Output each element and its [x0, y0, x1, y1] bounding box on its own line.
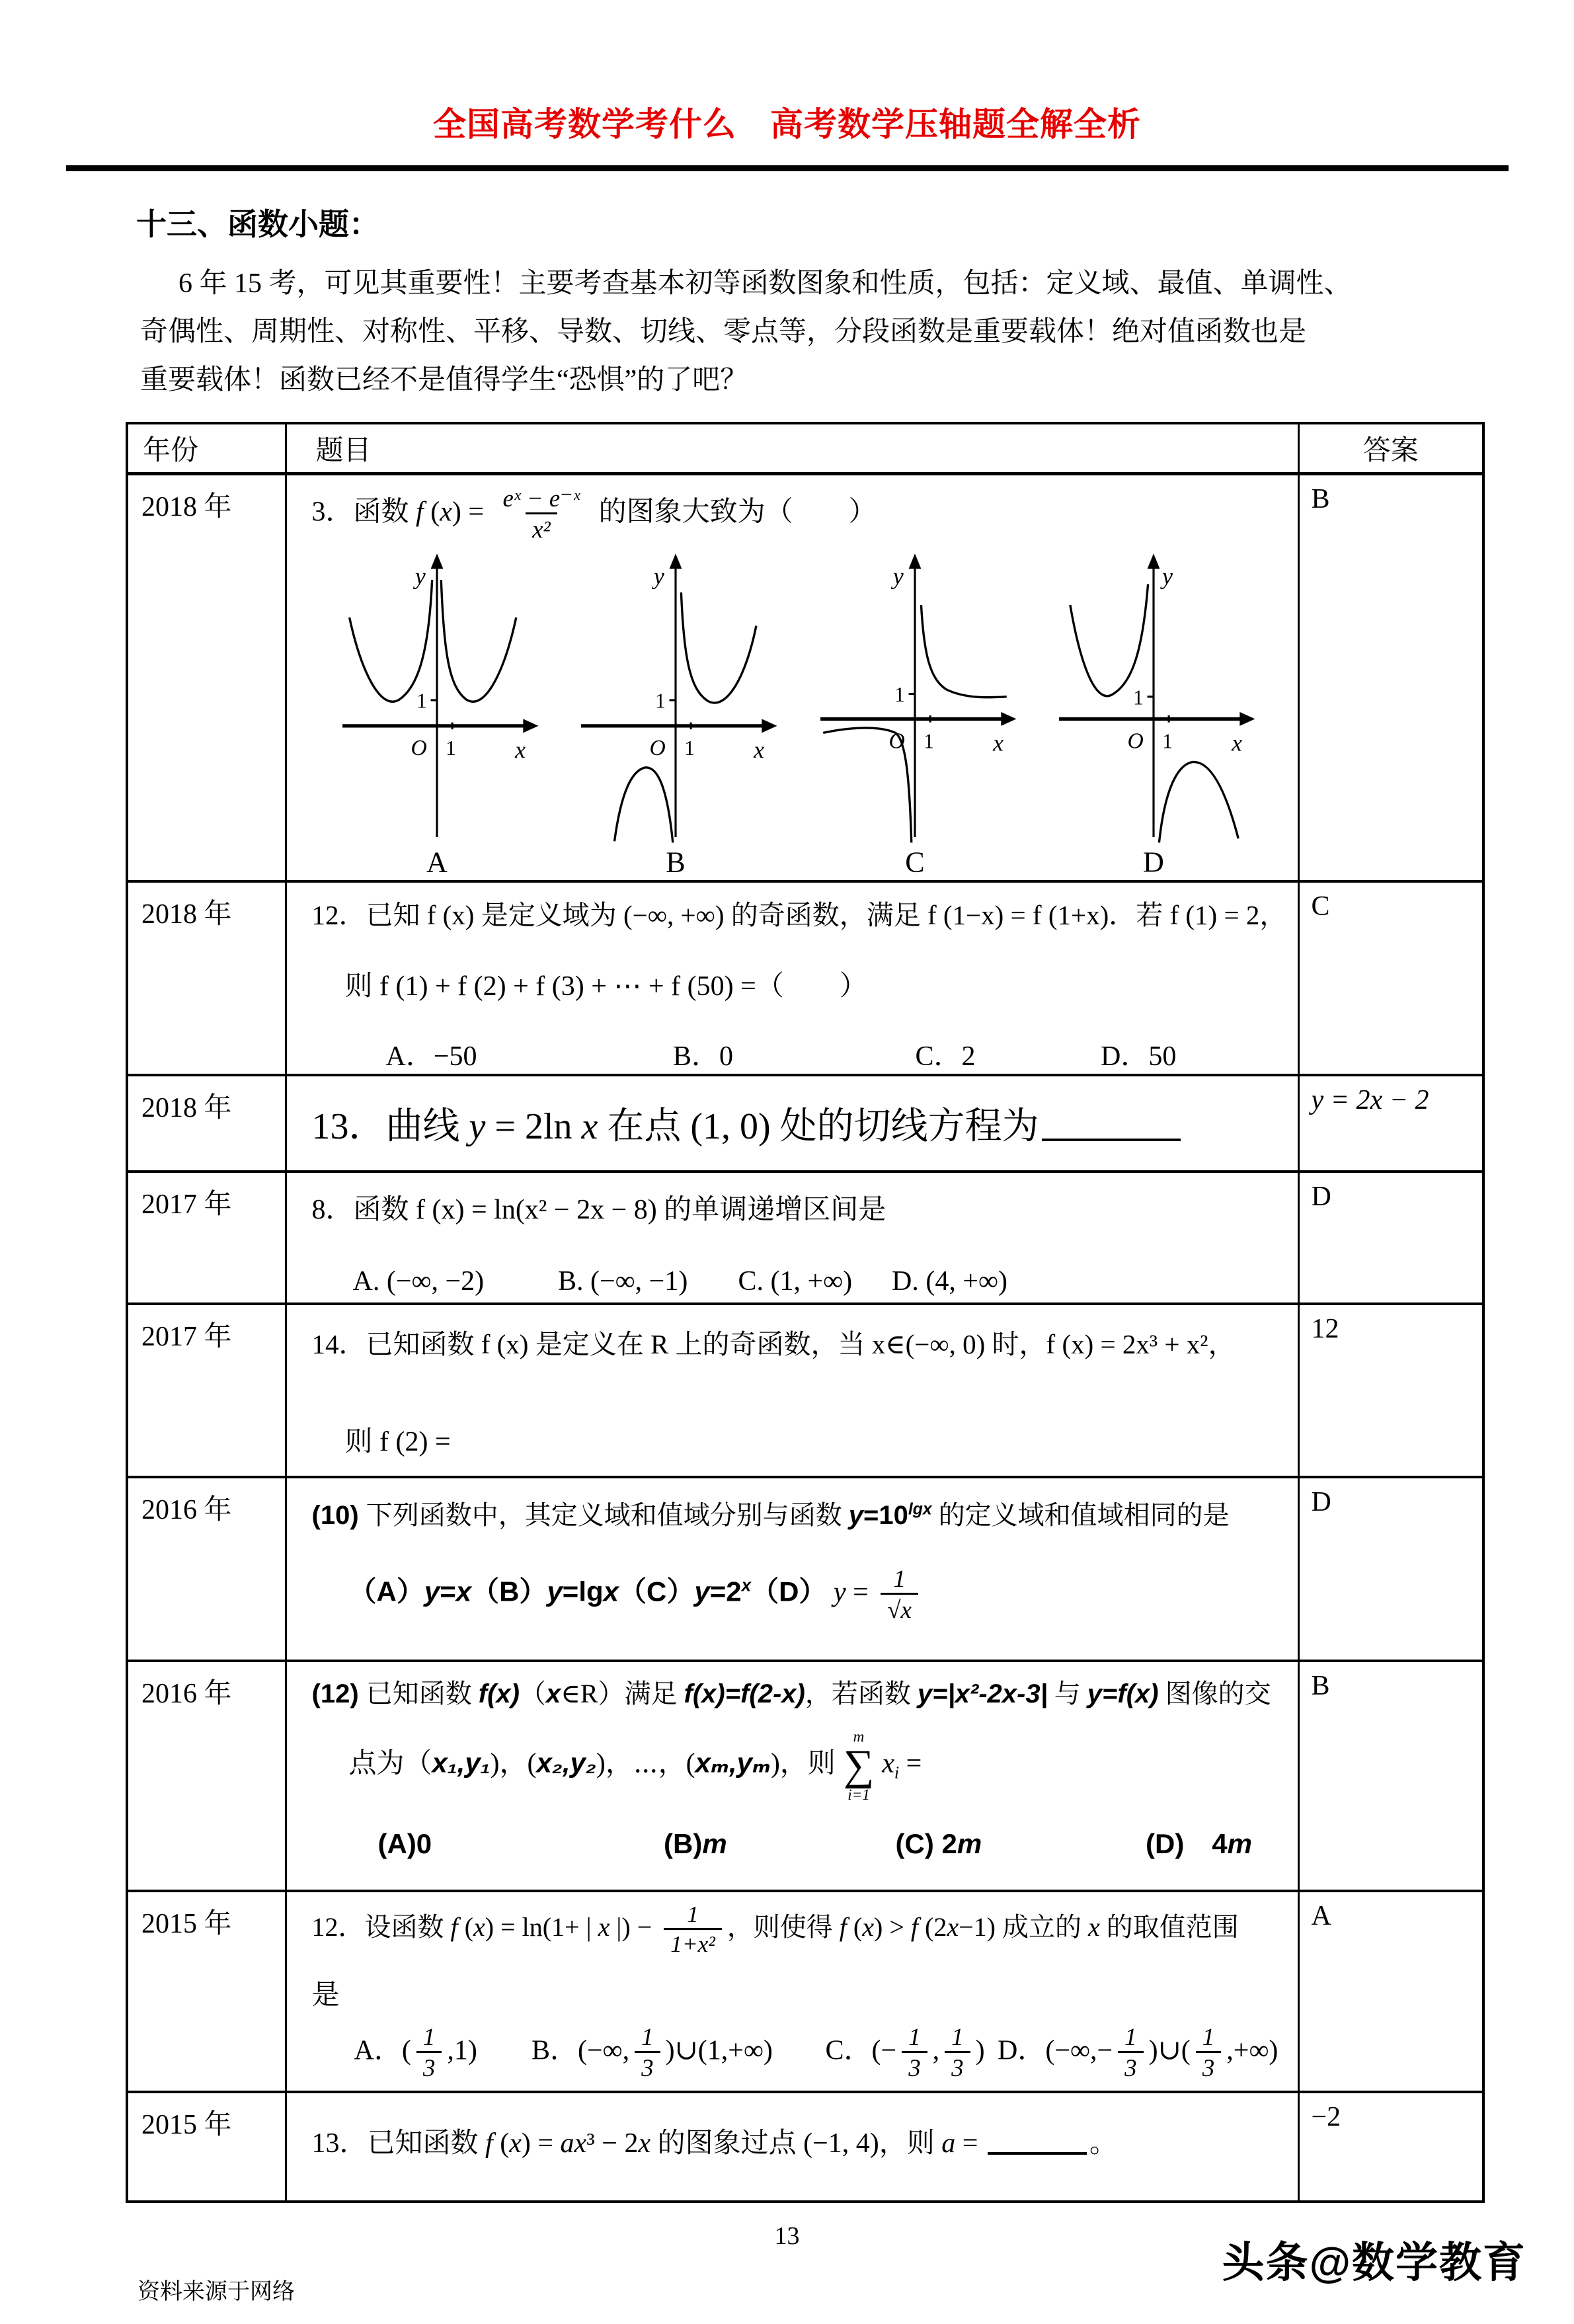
question-cell	[286, 1304, 1298, 1477]
option-d: D．(−∞,− $\frac{1}{3}$ )∪( $\frac{1}{3}$ ,+∞)	[998, 2023, 1279, 2082]
option-d: D. (4, +∞)	[892, 1266, 1007, 1297]
question-cell	[286, 1172, 1298, 1304]
option-c: (C) 2m	[895, 1828, 982, 1860]
intro-line: 6 年 15 考，可见其重要性！主要考查基本初等函数图象和性质，包括：定义域、最值、单调性、	[178, 268, 1352, 299]
option-b: (B)m	[664, 1828, 727, 1860]
graph-option-a	[331, 551, 543, 877]
question-text: 是	[311, 1980, 340, 2011]
graph-option-c	[808, 551, 1021, 877]
svg-text:B: B	[666, 846, 686, 877]
question-cell	[286, 1891, 1298, 2092]
intro-line: 奇偶性、周期性、对称性、平移、导数、切线、零点等，分段函数是重要载体！绝对值函数也是	[140, 317, 1307, 347]
watermark: 头条@数学教育	[1222, 2239, 1526, 2286]
table-row	[127, 474, 1483, 882]
svg-text:D: D	[1143, 846, 1165, 877]
table-row	[127, 881, 1483, 1075]
option-list	[354, 2023, 1279, 2083]
svg-text:1: 1	[445, 736, 456, 760]
option-c: C．(− $\frac{1}{3}$ , $\frac{1}{3}$ )	[825, 2023, 985, 2082]
svg-text:1: 1	[416, 689, 427, 713]
option-list: $(A)y=x(B)y=\lg x(C)y=2^x(D) y$ = $\frac{1}{√x}$	[349, 1565, 1279, 1624]
question-cell	[286, 1477, 1298, 1661]
question-text: 13．已知函数 f (x) = ax³ − 2x 的图象过点 (−1, 4)，则 a = 。	[312, 2121, 1279, 2161]
answer-choice-graphs	[312, 551, 1279, 877]
year-cell: 2017 年	[127, 1172, 286, 1304]
option-a: A. (−∞, −2)	[352, 1266, 485, 1297]
year-cell: 2015 年	[127, 2092, 286, 2202]
svg-text:1: 1	[1162, 729, 1173, 753]
question-text: (12) 已知函数 f(x)（x∈R）满足 f(x)=f(2-x)，若函数 y=|x²-2x-3| 与 y=f(x) 图像的交	[311, 1679, 1271, 1708]
svg-text:1: 1	[894, 683, 905, 707]
table-row	[127, 1661, 1483, 1891]
column-header-answer: 答案	[1298, 423, 1483, 474]
option-d: (D) 4m	[1146, 1828, 1253, 1860]
answer-cell: 12	[1298, 1304, 1483, 1477]
option-a: A．−50	[385, 1041, 477, 1072]
question-text: 12．设函数 f (x) = ln(1+ | x |) − $\frac{1}{\text{1+x²}}$ ，则使得 f (x) > f (2x−1) 成立的 x 的取值范围	[311, 1902, 1239, 1958]
option-a: (A)0	[377, 1828, 432, 1860]
table-row	[127, 2092, 1483, 2202]
svg-text:y: y	[654, 563, 664, 590]
svg-text:x: x	[514, 737, 526, 764]
option-b: B．(−∞, $\frac{1}{3}$ )∪(1,+∞)	[531, 2023, 773, 2082]
svg-text:y: y	[1162, 563, 1173, 590]
question-text: 点为（x₁,y₁)，(x₂,y₂)，⋯，(xₘ,yₘ)，则 m ∑ i=1 $x_i$ =	[348, 1728, 922, 1804]
section-heading: 十三、函数小题：	[136, 208, 379, 241]
svg-text:C: C	[905, 846, 925, 877]
table-row	[127, 1891, 1483, 2092]
header-rule	[66, 165, 1509, 171]
svg-text:x: x	[754, 737, 765, 764]
table-row	[127, 1172, 1483, 1304]
column-header-year: 年份	[127, 423, 286, 474]
intro-line: 重要载体！函数已经不是值得学生“恐惧”的了吧？	[140, 365, 748, 395]
question-cell	[286, 1075, 1298, 1172]
question-cell	[286, 474, 1298, 882]
question-text: 则 f (1) + f (2) + f (3) + ⋯ + f (50) =（ ）	[344, 971, 867, 1002]
question-text: (10) 下列函数中，其定义域和值域分别与函数 $y=10^{lgx}$ 的定义域和值域相同的是	[311, 1500, 1230, 1530]
question-text: 8．函数 f (x) = ln(x² − 2x − 8) 的单调递增区间是	[311, 1195, 886, 1225]
answer-cell: C	[1298, 881, 1483, 1075]
svg-text:1: 1	[655, 689, 666, 713]
year-cell: 2016 年	[127, 1661, 286, 1891]
svg-text:1: 1	[923, 729, 934, 753]
question-text: 14．已知函数 f (x) 是定义在 R 上的奇函数，当 x∈(−∞, 0) 时，f (x) = 2x³ + x²，	[311, 1329, 1236, 1359]
svg-text:O: O	[1127, 729, 1144, 754]
svg-text:x: x	[1232, 729, 1243, 756]
svg-text:A: A	[426, 846, 448, 877]
year-cell: 2018 年	[127, 1075, 286, 1172]
option-b: B．0	[673, 1041, 734, 1072]
question-text: 3．函数 f (x) = $\frac{\text{eˣ − e⁻ˣ}}{\text{x²}}$ 的图象大致为（ ）	[311, 485, 877, 543]
svg-text:O: O	[649, 735, 666, 760]
year-cell: 2015 年	[127, 1891, 286, 2092]
question-text: 则 f (2) =	[344, 1427, 451, 1457]
question-cell	[286, 881, 1298, 1075]
answer-cell: B	[1298, 1661, 1483, 1891]
svg-text:O: O	[888, 729, 905, 754]
question-text: 13．曲线 y = 2ln x 在点 (1, 0) 处的切线方程为	[312, 1097, 1279, 1150]
answer-cell: D	[1298, 1172, 1483, 1304]
option-b: B. (−∞, −1)	[558, 1266, 688, 1297]
question-cell	[286, 1661, 1298, 1891]
option-d: D．50	[1101, 1041, 1177, 1072]
svg-text:1: 1	[684, 736, 695, 760]
year-cell: 2018 年	[127, 881, 286, 1075]
table-header-row	[127, 423, 1483, 474]
question-text: 12．已知 f (x) 是定义域为 (−∞, +∞) 的奇函数，满足 f (1−x) = f (1+x)．若 f (1) = 2，	[311, 900, 1287, 930]
svg-text:1: 1	[1133, 686, 1144, 709]
graph-option-d	[1047, 551, 1260, 877]
intro-paragraph	[140, 260, 1429, 405]
answer-cell: −2	[1298, 2092, 1483, 2202]
table-row	[127, 1304, 1483, 1477]
svg-text:O: O	[411, 735, 427, 760]
answer-cell: B	[1298, 474, 1483, 882]
source-note: 资料来源于网络	[138, 2280, 295, 2304]
questions-table	[126, 422, 1485, 2203]
table-row	[127, 1075, 1483, 1172]
column-header-question: 题目	[286, 423, 1298, 474]
svg-text:y: y	[414, 563, 426, 590]
table-row	[127, 1477, 1483, 1661]
option-list	[353, 1265, 1279, 1297]
option-c: C. (1, +∞)	[738, 1266, 853, 1297]
year-cell: 2018 年	[127, 474, 286, 882]
page-number: 13	[774, 2222, 800, 2250]
svg-text:x: x	[993, 729, 1003, 756]
page-title: 全国高考数学考什么 高考数学压轴题全解全析	[433, 106, 1141, 143]
document-page	[0, 98, 1574, 2324]
option-list	[386, 1034, 1279, 1074]
year-cell: 2017 年	[127, 1304, 286, 1477]
answer-cell: A	[1298, 1891, 1483, 2092]
option-list	[378, 1822, 1279, 1862]
question-cell	[286, 2092, 1298, 2202]
year-cell: 2016 年	[127, 1477, 286, 1661]
answer-cell: y = 2x − 2	[1298, 1075, 1483, 1172]
option-c: C．2	[915, 1041, 976, 1072]
graph-option-b	[569, 551, 782, 877]
answer-cell: D	[1298, 1477, 1483, 1661]
option-a: A．( $\frac{1}{3}$ ,1)	[354, 2023, 477, 2082]
svg-text:y: y	[892, 563, 904, 590]
